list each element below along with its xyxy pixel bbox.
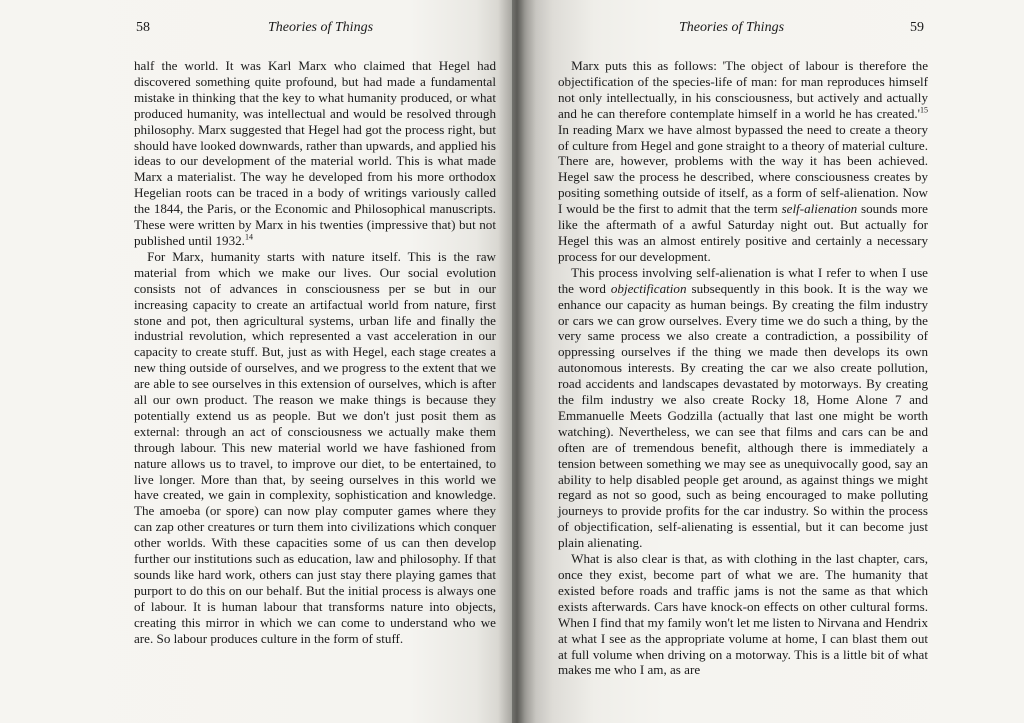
paragraph-text: This process involving self-alienation is what I refer to when I use the word [558,264,928,296]
paragraph-text: sounds more like the aftermath of a awful Saturday night out. But actually for Hegel this was an almost entirely positive and certainly a necessary process for our development. [558,201,928,264]
running-title-left: Theories of Things [268,20,374,35]
paragraph: For Marx, humanity starts with nature itself. This is the raw material from which we make our lives. Our social evolution consists not of advances in consciousness per se but in our increasing capacity to create an artifactual world from nature, first stone and pot, then agricultural systems, urban life and finally the industrial revolution, which represented a vast acceleration in our capacity to create stuff. But, just as with Hegel, each stage creates a new thing outside of ourselves, and we progress to the extent that we are able to see ourselves in this extension of ourselves, which is after all our own product. The reason we make things is because they potentially extend us as people. But we don't just posit them as external: through an act of consciousness we actually make them through labour. This new material world we have fashioned from nature allows us to travel, to improve our diet, to be entertained, to live longer. More than that, by seeing ourselves in this world we have created, we gain in complexity, sophistication and knowledge. The amoeba (or spore) can now play computer games where they can zap other creatures or turn them into civilizations which conquer other worlds. With these capacities some of us can then develop further our institutions such as education, law and philosophy. If that sounds like hard work, others can just stay there playing games that purport to do this on our behalf. But the initial process is always one of labour. It is human labour that transforms nature into objects, creating this mirror in which we can come to understand who we are. So labour produces culture in the form of stuff. [134,248,496,646]
italic-term: self-alienation [781,201,858,217]
italic-term: objectification [610,280,687,296]
paragraph [558,58,928,265]
paragraph-text: subsequently in this book. It is the way we enhance our capacity as human beings. By creating the film industry or cars we can grow ourselves. Every time we do such a thing, by the very same process we also create a contradiction, a possibility of oppressing ourselves if the thing we made then develops its own autonomous interests. By creating the car we also create pollution, road accidents and landscapes devastated by motorways. By creating the film industry we also create Rocky 18, Home Alone 7 and Emmanuelle Meets Godzilla (actually that last one might be worth watching). Nevertheless, we can see that films and cars can be and often are of tremendous benefit, although there is immediately a tension between something we may see as unequivocally good, say an ability to help disabled people get around, as against things we might regard as not so good, such as being encouraged to make polluting journeys to provide profits for the car industry. So within the process of objectification, self-alienating is essential, but it can become just plain alienating. [558,280,928,551]
footnote-marker: 15 [920,105,928,115]
left-body-text [134,58,496,647]
page-number-left: 58 [136,20,150,35]
right-body-text [558,58,928,678]
page-number-right: 59 [910,20,924,35]
paragraph-text: half the world. It was Karl Marx who claimed that Hegel had discovered something quite profound, but had made a fundamental mistake in thinking that the key to what humanity produced, or what produced humanity, was intellectual and would be resolved through philosophy. Marx suggested that Hegel had got the process right, but should have looked downwards, rather than upwards, and applied his ideas to our development of the material world. This is what made Marx a materialist. The way he developed from his more orthodox Hegelian roots can be traced in a body of writings variously called the 1844, the Paris, or the Economic and Philosophical manuscripts. These were written by Marx in his twenties (impressive that) but not published until 1932. [134,58,496,248]
right-page [512,0,1024,723]
paragraph-text: In reading Marx we have almost bypassed the need to create a theory of culture from Hegel and gone straight to a theory of material culture. There are, however, problems with the way it has been achieved. Hegel saw the process he described, where consciousness creates by positing something outside of itself, as a form of self-alienation. Now I would be the first to admit that the term [558,121,928,217]
paragraph-text: Marx puts this as follows: 'The object of labour is therefore the objectification of the species-life of man: for man reproduces himself not only intellectually, in his consciousness, but actively and actually and he can therefore contemplate himself in a world he has created.' [558,58,928,121]
paragraph [558,265,928,551]
footnote-marker: 14 [244,232,253,242]
paragraph [134,58,496,249]
paragraph: What is also clear is that, as with clothing in the last chapter, cars, once they exist, become part of what we are. The humanity that existed before roads and traffic jams is not the same as that which exists afterwards. Cars have knock-on effects on other cultural forms. When I find that my family won't let me listen to Nirvana and Hendrix at what I see as the appropriate volume at home, I can blast them out at full volume when driving on a motorway. This is a little bit of what makes me who I am, as are [558,551,928,678]
running-title-right: Theories of Things [679,20,785,35]
